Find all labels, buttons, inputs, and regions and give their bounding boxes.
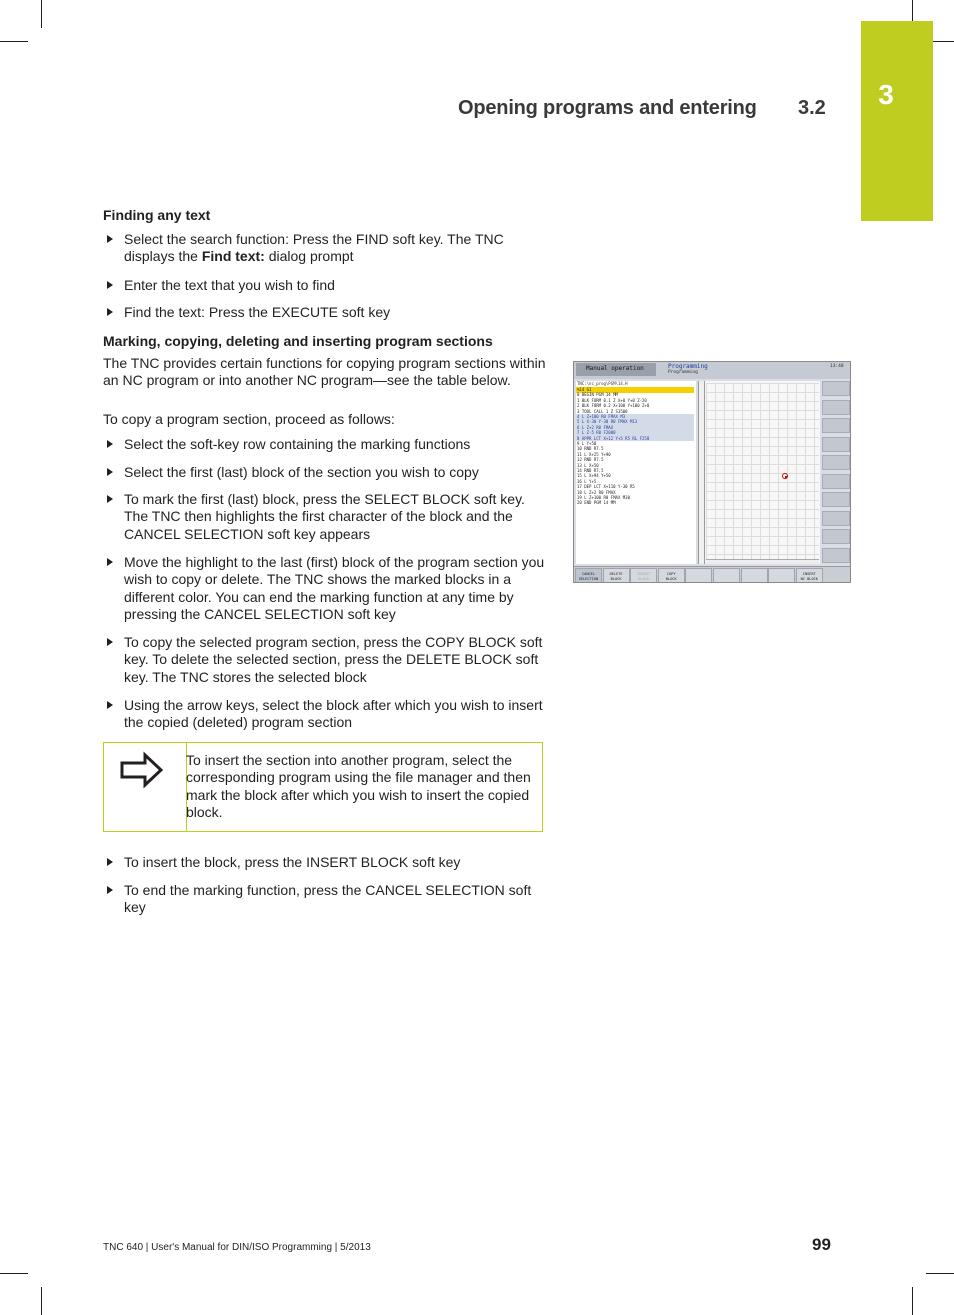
side-softkey[interactable] bbox=[822, 400, 850, 415]
softkey[interactable] bbox=[603, 568, 630, 583]
bullet-text: Select the first (last) block of the section you wish to copy bbox=[124, 464, 479, 480]
softkey-label-bottom: BLOCK bbox=[610, 576, 622, 581]
bullet-text: To mark the first (last) block, press the SELECT BLOCK soft key. The TNC then highlights the first character of the block and the CANCEL SELECTION soft key appears bbox=[124, 491, 525, 542]
bullet-text: Find the text: Press the EXECUTE soft key bbox=[124, 304, 391, 320]
softkey-label-top: DELETE bbox=[609, 572, 623, 576]
softkey-label-top: INSERT bbox=[637, 572, 651, 576]
bullet-arrow-icon bbox=[107, 886, 113, 894]
list-item bbox=[103, 882, 547, 917]
crop-mark bbox=[0, 1273, 28, 1274]
softkey[interactable] bbox=[658, 568, 685, 583]
bullet-arrow-icon bbox=[107, 495, 113, 503]
softkey[interactable] bbox=[685, 568, 712, 583]
program-line: 3 TOOL CALL 1 Z S3500 bbox=[577, 408, 628, 414]
bullet-text: Move the highlight to the last (first) block of the program section you wish to copy or delete. The TNC shows the marked blocks in a different color. You can end the marking function at any time by pressing the CANCEL SELECTION soft key bbox=[124, 554, 545, 623]
page-header-section: 3.2 bbox=[798, 97, 826, 119]
vertical-softkeys bbox=[822, 379, 851, 567]
softkey-label-bottom: BLOCK bbox=[665, 576, 677, 581]
list-item bbox=[103, 854, 547, 871]
program-line: 7 L Z-5 R0 F2000 bbox=[576, 430, 694, 436]
program-line: 14 RND R7.5 bbox=[577, 468, 604, 473]
horizontal-scale bbox=[706, 559, 819, 564]
program-line: 18 L Z+2 R0 FMAX bbox=[577, 489, 616, 495]
vertical-scale bbox=[699, 381, 705, 564]
list-item bbox=[103, 697, 547, 732]
bullet-text: Enter the text that you wish to find bbox=[124, 277, 335, 293]
program-line: 1 BLK FORM 0.1 Z X+0 Y+0 Z-20 bbox=[577, 397, 647, 403]
bullet-arrow-icon bbox=[107, 858, 113, 866]
side-softkey[interactable] bbox=[822, 455, 850, 470]
tnc-screenshot bbox=[573, 361, 851, 583]
crop-mark bbox=[41, 0, 42, 28]
chapter-tab bbox=[861, 21, 933, 221]
program-line: 8 APPR LCT X+12 Y+5 R5 RL F250 bbox=[576, 436, 694, 442]
list-item bbox=[103, 436, 547, 453]
graphics-grid bbox=[706, 383, 819, 559]
program-line: 0 BEGIN PGM 14 MM bbox=[577, 392, 618, 398]
chapter-number: 3 bbox=[878, 79, 894, 110]
program-line: %14 G1 bbox=[576, 387, 694, 393]
bullet-text-bold: Find text: bbox=[201, 248, 265, 265]
page-header-title: Opening programs and entering bbox=[458, 97, 757, 119]
program-line: 6 L Z+2 R0 FMAX bbox=[576, 425, 694, 431]
mode-programming: Programming bbox=[668, 363, 708, 370]
arrow-right-icon bbox=[119, 751, 165, 789]
note-box bbox=[103, 742, 543, 832]
side-softkey[interactable] bbox=[822, 437, 850, 452]
side-softkey[interactable] bbox=[822, 381, 850, 396]
softkey[interactable] bbox=[741, 568, 768, 583]
mode-bar bbox=[574, 362, 851, 379]
program-line: 5 L X-30 Y-30 R0 FMAX M13 bbox=[576, 419, 694, 425]
program-line: 10 RND R7.5 bbox=[577, 446, 604, 452]
bullet-arrow-icon bbox=[107, 440, 113, 448]
marking-intro: The TNC provides certain functions for copying program sections within an NC program or into another NC program—see the table below. bbox=[103, 355, 546, 389]
softkey-row bbox=[574, 566, 851, 583]
bullet-arrow-icon bbox=[107, 468, 113, 476]
softkey-label-top: INSERT bbox=[802, 572, 816, 576]
bullet-arrow-icon bbox=[107, 558, 113, 566]
page-number: 99 bbox=[812, 1235, 831, 1254]
bullet-text: Using the arrow keys, select the block after which you wish to insert the copied (deleted) program section bbox=[124, 697, 543, 731]
side-softkey[interactable] bbox=[822, 474, 850, 489]
marking-intro-2: To copy a program section, proceed as follows: bbox=[103, 411, 395, 427]
side-softkey[interactable] bbox=[822, 492, 850, 507]
list-item bbox=[103, 554, 547, 624]
softkey[interactable] bbox=[575, 568, 602, 583]
bullet-arrow-icon bbox=[107, 701, 113, 709]
graphics-panel bbox=[698, 381, 820, 564]
program-path: TNC:\nc_prog\PGM\14.H bbox=[577, 381, 628, 386]
program-line: 4 L Z+100 R0 FMAX M3 bbox=[576, 414, 694, 420]
program-line: 17 DEP LCT X+110 Y-30 R5 bbox=[577, 484, 635, 490]
softkey[interactable] bbox=[630, 568, 657, 583]
program-line: 9 L Y+50 bbox=[577, 441, 597, 446]
program-line: 12 RND R7.5 bbox=[577, 457, 604, 463]
crop-mark bbox=[41, 1287, 42, 1315]
softkey[interactable] bbox=[713, 568, 740, 583]
footer-text: TNC 640 | User's Manual for DIN/ISO Programming | 5/2013 bbox=[103, 1242, 371, 1253]
bullet-text: Select the search function: Press the FIND soft key. The TNC displays the bbox=[124, 231, 504, 265]
mode-manual-operation: Manual operation bbox=[576, 363, 656, 376]
bullet-text: To insert the block, press the INSERT BLOCK soft key bbox=[124, 854, 461, 870]
program-line: 13 L X+50 bbox=[577, 462, 599, 468]
marking-heading: Marking, copying, deleting and inserting program sections bbox=[103, 333, 493, 349]
side-softkey[interactable] bbox=[822, 548, 850, 563]
bullet-arrow-icon bbox=[107, 638, 113, 646]
bullet-text: To end the marking function, press the CANCEL SELECTION soft key bbox=[124, 882, 532, 916]
program-line: 19 L Z+100 R0 FMAX M30 bbox=[577, 495, 630, 500]
list-item bbox=[103, 464, 547, 481]
softkey-label-bottom: SELECTION bbox=[578, 576, 599, 581]
side-softkey[interactable] bbox=[822, 418, 850, 433]
softkey-label-bottom: BLOCK bbox=[638, 576, 650, 581]
program-line: 15 L X+94 Y+50 bbox=[577, 473, 611, 479]
bullet-arrow-icon bbox=[107, 235, 113, 243]
finding-heading: Finding any text bbox=[103, 207, 211, 223]
list-item bbox=[103, 634, 547, 686]
softkey[interactable] bbox=[768, 568, 795, 583]
program-line: 2 BLK FORM 0.2 X+100 Y+100 Z+0 bbox=[577, 403, 650, 409]
note-text: To insert the section into another program, select the corresponding program using the file manager and then mark the block after which you wish to insert the copied block. bbox=[186, 752, 531, 821]
bullet-arrow-icon bbox=[107, 281, 113, 289]
crop-mark bbox=[0, 41, 28, 42]
bullet-text: dialog prompt bbox=[264, 248, 354, 265]
clock: 13:40 bbox=[830, 364, 844, 369]
bullet-arrow-icon bbox=[107, 308, 113, 316]
list-item bbox=[103, 277, 547, 294]
side-softkey[interactable] bbox=[822, 529, 850, 544]
bullet-text: To copy the selected program section, press the COPY BLOCK soft key. To delete the selected section, press the DELETE BLOCK soft key. The TNC stores the selected block bbox=[124, 634, 543, 685]
program-line: 11 L X+25 Y+90 bbox=[577, 451, 611, 457]
crop-mark bbox=[926, 1273, 954, 1274]
list-item bbox=[103, 304, 547, 321]
crop-mark bbox=[912, 1287, 913, 1315]
list-item bbox=[103, 491, 547, 543]
program-line: 16 L Y+5 bbox=[577, 478, 597, 484]
softkey[interactable] bbox=[796, 568, 823, 583]
program-line: 20 END PGM 14 MM bbox=[577, 500, 616, 506]
softkey-label-bottom: NC BLOCK bbox=[800, 576, 818, 581]
program-panel bbox=[576, 381, 696, 564]
mode-sub: Programming bbox=[668, 370, 698, 375]
softkey-label-top: CANCEL bbox=[582, 572, 595, 576]
tool-position-icon bbox=[782, 473, 788, 479]
list-item bbox=[103, 231, 547, 266]
side-softkey[interactable] bbox=[822, 511, 850, 526]
bullet-text: Select the soft-key row containing the marking functions bbox=[124, 436, 471, 452]
softkey-label-top: COPY bbox=[666, 572, 676, 576]
